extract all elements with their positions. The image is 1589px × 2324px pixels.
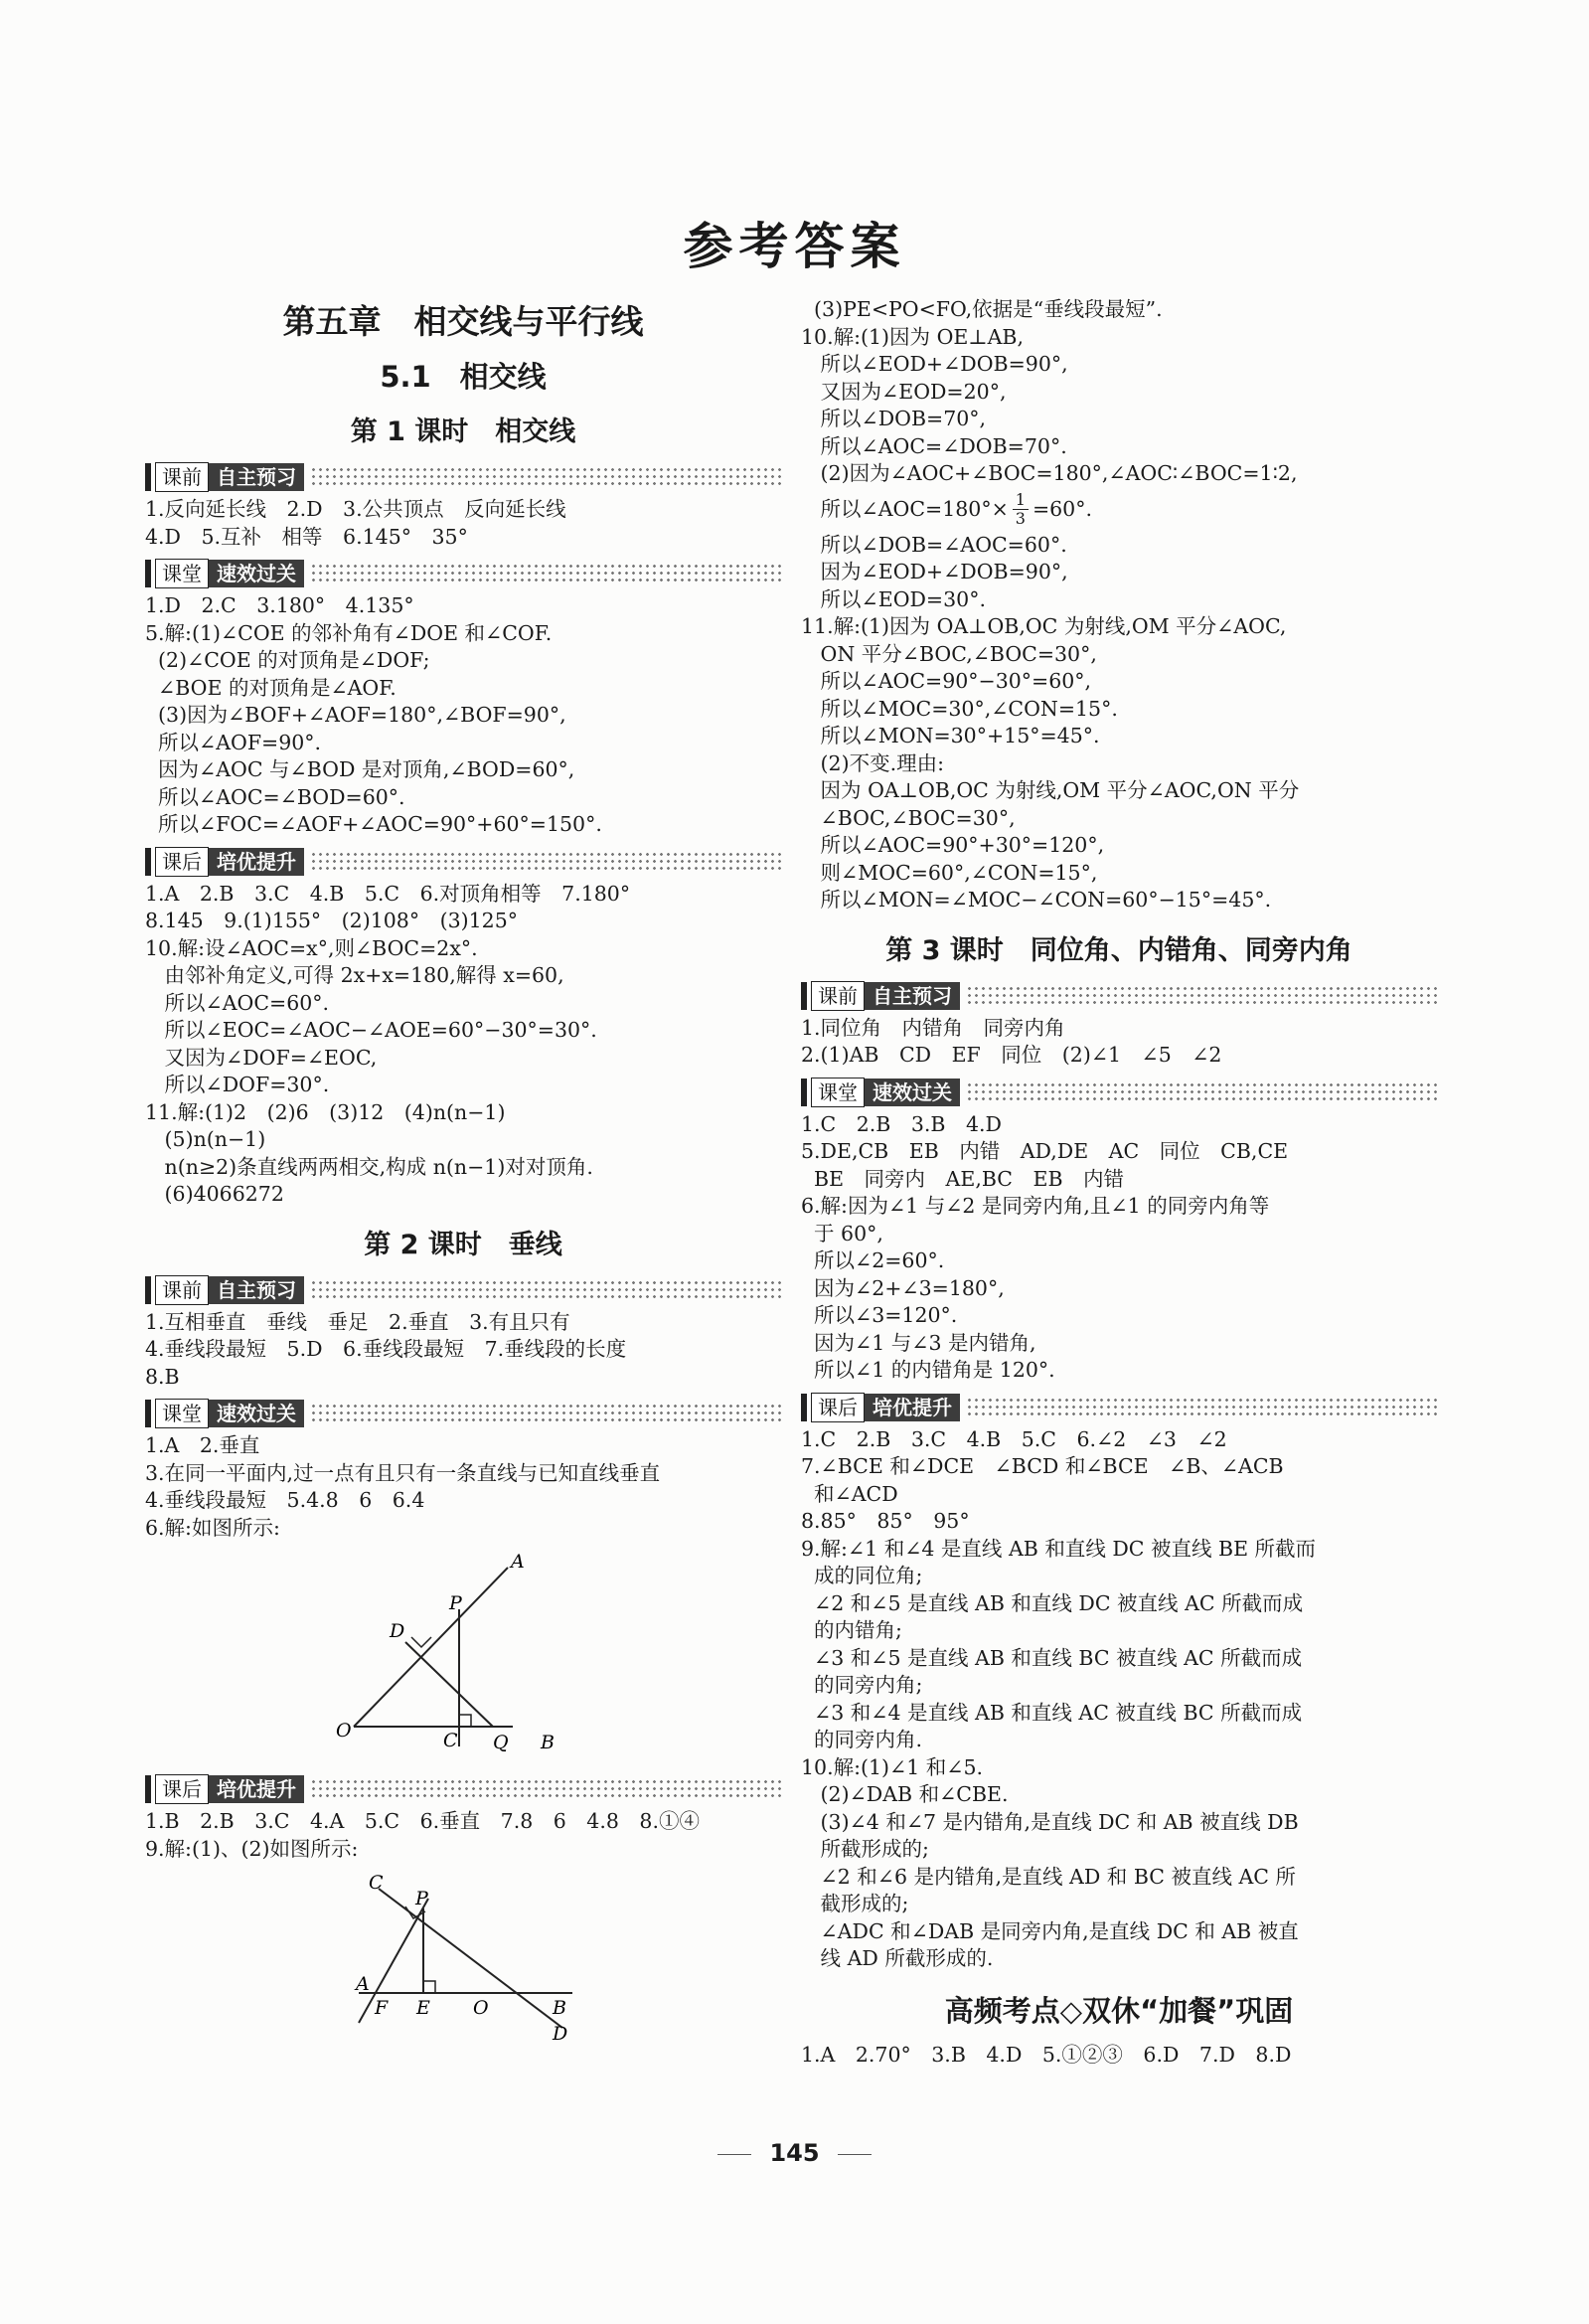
band-tag: 课后 (155, 1774, 209, 1804)
answer-line: 6.解:如图所示: (145, 1515, 280, 1540)
answer-line: (5)n(n−1) (145, 1127, 266, 1151)
page-title: 参考答案 (683, 218, 906, 275)
answer-line: 8.145 9.(1)155° (2)108° (3)125° (145, 909, 518, 932)
answer-line: 于 60°, (801, 1221, 883, 1245)
fraction-post: =60°. (1032, 496, 1092, 521)
answer-line: 11.解:(1)2 (2)6 (3)12 (4)n(n−1) (145, 1099, 506, 1124)
answer-line: ∠2 和∠6 是内错角,是直线 AD 和 BC 被直线 AC 所 (801, 1864, 1296, 1889)
answer-line: 的内错角; (801, 1618, 902, 1642)
answers-l2-class (145, 1432, 781, 1542)
fig1-label-d: D (390, 1620, 405, 1642)
answer-line: ∠3 和∠5 是直线 AB 和直线 BC 被直线 AC 所截而成 (801, 1645, 1303, 1670)
answer-line: (2)∠COE 的对顶角是∠DOF; (145, 648, 430, 672)
answer-line: 所以∠MON=30°+15°=45°. (801, 724, 1100, 747)
answer-line: 所以∠AOC=90°−30°=60°, (801, 669, 1092, 693)
answer-line: (3)∠4 和∠7 是内错角,是直线 DC 和 AB 被直线 DB (801, 1809, 1299, 1834)
answer-line: 因为∠AOC 与∠BOD 是对顶角,∠BOD=60°, (145, 757, 575, 781)
answer-line: ∠2 和∠5 是直线 AB 和直线 DC 被直线 AC 所截而成 (801, 1590, 1304, 1615)
fig1-label-q: Q (493, 1732, 509, 1753)
answer-line: 由邻补角定义,可得 2x+x=180,解得 x=60, (145, 963, 564, 987)
answer-line: 所以∠AOC=60°. (145, 990, 330, 1015)
answer-line: 所以∠AOC=∠BOD=60°. (145, 784, 405, 809)
band-l3-post (801, 1393, 1437, 1422)
page-number-text: 145 (769, 2139, 820, 2167)
band-tag: 课后 (811, 1393, 865, 1422)
answer-line: 和∠ACD (801, 1481, 898, 1506)
answer-line: 所以∠AOC=90°+30°=120°, (801, 833, 1105, 857)
answer-line: 所以∠AOC=∠DOB=70°. (801, 433, 1067, 458)
answer-line: 6.解:因为∠1 与∠2 是同旁内角,且∠1 的同旁内角等 (801, 1194, 1270, 1218)
right-column (801, 296, 1437, 2069)
band-l1-pre (145, 462, 781, 492)
answer-line: 1.A 2.垂直 (145, 1433, 260, 1457)
answer-line: 1.同位角 内错角 同旁内角 (801, 1015, 1065, 1040)
answer-line: 所截形成的; (801, 1837, 929, 1861)
answer-line: 1.反向延长线 2.D 3.公共顶点 反向延长线 (145, 497, 566, 521)
fig2-label-e: E (416, 1997, 430, 2019)
answers-l3-pre (801, 1015, 1437, 1070)
fraction-line (801, 488, 1437, 532)
answer-line: (2)因为∠AOC+∠BOC=180°,∠AOC∶∠BOC=1∶2, (801, 461, 1298, 485)
answer-line: 又因为∠EOD=20°, (801, 379, 1007, 404)
answer-line: 1.A 2.B 3.C 4.B 5.C 6.对顶角相等 7.180° (145, 881, 631, 906)
fraction-den: 3 (1015, 509, 1026, 528)
answers-l1-pre (145, 496, 781, 551)
answer-line: 4.垂线段最短 5.4.8 6 6.4 (145, 1488, 425, 1512)
answer-line: 所以∠DOF=30°. (145, 1073, 330, 1096)
answer-line: 8.85° 85° 95° (801, 1509, 970, 1533)
answer-line: 1.C 2.B 3.B 4.D (801, 1111, 1002, 1136)
lesson-1-title: 第 1 课时 相交线 (350, 416, 576, 447)
band-tag: 课堂 (155, 559, 209, 588)
band-label: 速效过关 (865, 1079, 960, 1106)
answer-line: 所以∠3=120°. (801, 1303, 958, 1327)
answers-r-mid (801, 532, 1437, 914)
band-l2-class (145, 1399, 781, 1428)
answer-line: 又因为∠DOF=∠EOC, (145, 1045, 378, 1070)
answer-line: (3)PE<PO<FO,依据是“垂线段最短”. (801, 297, 1163, 321)
answer-line: 所以∠MON=∠MOC−∠CON=60°−15°=45°. (801, 888, 1272, 912)
band-label: 自主预习 (209, 463, 304, 491)
answer-line: 1.A 2.70° 3.B 4.D 5.①②③ 6.D 7.D 8.D (801, 2042, 1292, 2067)
fig1-label-o: O (336, 1720, 352, 1742)
band-label: 速效过关 (209, 560, 304, 587)
answer-line: 所以∠1 的内错角是 120°. (801, 1358, 1055, 1382)
answers-l2-pre (145, 1309, 781, 1392)
answer-line: 因为∠2+∠3=180°, (801, 1275, 1005, 1300)
answer-line: ∠BOC,∠BOC=30°, (801, 805, 1016, 830)
answer-line: 2.(1)AB CD EF 同位 (2)∠1 ∠5 ∠2 (801, 1043, 1222, 1067)
answer-line: 所以∠2=60°. (801, 1248, 945, 1272)
answer-line: 10.解:设∠AOC=x°,则∠BOC=2x°. (145, 935, 478, 960)
answer-line: 因为∠EOD+∠DOB=90°, (801, 560, 1068, 583)
lesson-3-title: 第 3 课时 同位角、内错角、同旁内角 (885, 934, 1352, 966)
band-tag: 课后 (155, 847, 209, 877)
band-l2-post (145, 1774, 781, 1804)
answer-line: 10.解:(1)∠1 和∠5. (801, 1754, 984, 1779)
page-number (0, 2139, 1589, 2167)
fig2-label-a: A (356, 1973, 370, 1995)
answer-line: 的同旁内角. (801, 1728, 923, 1751)
band-l3-class (801, 1078, 1437, 1107)
band-label: 培优提升 (209, 848, 304, 876)
band-l2-pre (145, 1275, 781, 1305)
chapter-title: 第五章 相交线与平行线 (282, 302, 644, 341)
answers-l3-class (801, 1111, 1437, 1385)
answer-line: 所以∠MOC=30°,∠CON=15°. (801, 696, 1118, 721)
band-tag: 课前 (155, 1275, 209, 1305)
answer-line: (3)因为∠BOF+∠AOF=180°,∠BOF=90°, (145, 703, 566, 727)
extra-title: 高频考点◇双休“加餐”巩固 (944, 1993, 1294, 2028)
answers-r-top (801, 296, 1437, 488)
left-column (145, 296, 781, 2054)
answers-extra (801, 2042, 1437, 2070)
fraction (1013, 491, 1029, 528)
answer-line: 8.B (145, 1364, 180, 1389)
fraction-pre: 所以∠AOC=180°× (801, 496, 1009, 521)
answer-line: ∠BOE 的对顶角是∠AOF. (145, 675, 397, 700)
answer-line: 1.D 2.C 3.180° 4.135° (145, 593, 414, 617)
answer-line: 所以∠DOB=∠AOC=60°. (801, 532, 1067, 557)
band-tag: 课堂 (155, 1399, 209, 1428)
answer-line: ON 平分∠BOC,∠BOC=30°, (801, 641, 1097, 666)
answer-line: (6)4066272 (145, 1182, 284, 1206)
answer-line: 所以∠AOF=90°. (145, 730, 322, 754)
answer-line: 的同旁内角; (801, 1673, 923, 1697)
lesson-2-title: 第 2 课时 垂线 (364, 1229, 562, 1260)
fraction-num: 1 (1013, 491, 1029, 510)
band-label: 速效过关 (209, 1400, 304, 1427)
answer-line: 9.解:(1)、(2)如图所示: (145, 1836, 359, 1861)
answer-line: 1.B 2.B 3.C 4.A 5.C 6.垂直 7.8 6 4.8 8.①④ (145, 1809, 700, 1833)
answer-line: 因为∠1 与∠3 是内错角, (801, 1330, 1036, 1355)
answer-line: ∠ADC 和∠DAB 是同旁内角,是直线 DC 和 AB 被直 (801, 1918, 1299, 1943)
answer-line: 截形成的; (801, 1892, 909, 1915)
fig2-label-p: P (415, 1888, 428, 1909)
answer-line: 所以∠EOD=30°. (801, 586, 986, 611)
answer-line: 成的同位角; (801, 1564, 923, 1587)
answer-line: 9.解:∠1 和∠4 是直线 AB 和直线 DC 被直线 BE 所截而 (801, 1536, 1317, 1561)
answers-l3-post (801, 1426, 1437, 1973)
answer-line: 所以∠EOD+∠DOB=90°, (801, 352, 1068, 376)
band-label: 培优提升 (209, 1775, 304, 1803)
answer-line: 3.在同一平面内,过一点有且只有一条直线与已知直线垂直 (145, 1460, 661, 1485)
answer-line: 5.DE,CB EB 内错 AD,DE AC 同位 CB,CE (801, 1139, 1289, 1163)
band-label: 自主预习 (865, 982, 960, 1010)
fig1-label-p: P (449, 1592, 462, 1614)
band-label: 自主预习 (209, 1276, 304, 1304)
band-tag: 课前 (155, 462, 209, 492)
answer-line: 10.解:(1)因为 OE⊥AB, (801, 324, 1024, 349)
figure-perpendicular-1 (145, 1548, 781, 1766)
fig1-label-c: C (443, 1730, 458, 1751)
answer-line: 1.互相垂直 垂线 垂足 2.垂直 3.有且只有 (145, 1309, 570, 1334)
band-l3-pre (801, 981, 1437, 1011)
band-l1-class (145, 559, 781, 588)
answer-line: 所以∠FOC=∠AOF+∠AOC=90°+60°=150°. (145, 812, 602, 836)
answer-line: 所以∠DOB=70°, (801, 407, 987, 430)
answer-line: 则∠MOC=60°,∠CON=15°, (801, 860, 1098, 885)
answer-line: 线 AD 所截形成的. (801, 1946, 994, 1970)
fig2-label-b: B (553, 1997, 566, 2019)
band-label: 培优提升 (865, 1394, 960, 1421)
answers-l1-post (145, 881, 781, 1209)
answers-l1-class (145, 592, 781, 839)
band-tag: 课堂 (811, 1078, 865, 1107)
fig1-label-a: A (511, 1551, 525, 1573)
figure-perpendicular-2 (145, 1869, 781, 2048)
answer-line: 7.∠BCE 和∠DCE ∠BCD 和∠BCE ∠B、∠ACB (801, 1454, 1284, 1478)
answer-line: 5.解:(1)∠COE 的邻补角有∠DOE 和∠COF. (145, 620, 553, 645)
answer-line: (2)不变.理由: (801, 750, 945, 775)
answer-line: 11.解:(1)因为 OA⊥OB,OC 为射线,OM 平分∠AOC, (801, 614, 1287, 638)
answer-line: ∠3 和∠4 是直线 AB 和直线 AC 被直线 BC 所截而成 (801, 1700, 1303, 1725)
answer-line: 所以∠EOC=∠AOC−∠AOE=60°−30°=30°. (145, 1018, 597, 1042)
answer-line: BE 同旁内 AE,BC EB 内错 (801, 1166, 1125, 1191)
fig2-label-f: F (375, 1997, 389, 2019)
answer-line: 4.D 5.互补 相等 6.145° 35° (145, 524, 468, 549)
fig2-label-o: O (473, 1997, 489, 2019)
band-tag: 课前 (811, 981, 865, 1011)
answer-line: n(n≥2)条直线两两相交,构成 n(n−1)对对顶角. (145, 1154, 593, 1179)
answers-l2-post (145, 1808, 781, 1863)
answer-line: 因为 OA⊥OB,OC 为射线,OM 平分∠AOC,ON 平分 (801, 778, 1300, 802)
band-l1-post (145, 847, 781, 877)
fig2-label-c: C (369, 1872, 384, 1894)
answer-line: 4.垂线段最短 5.D 6.垂线段最短 7.垂线段的长度 (145, 1337, 627, 1361)
fig1-label-b: B (541, 1732, 555, 1753)
answer-line: 1.C 2.B 3.C 4.B 5.C 6.∠2 ∠3 ∠2 (801, 1426, 1227, 1451)
answer-line: (2)∠DAB 和∠CBE. (801, 1782, 1009, 1806)
section-title: 5.1 相交线 (380, 360, 547, 394)
fig2-label-d: D (553, 2023, 568, 2045)
